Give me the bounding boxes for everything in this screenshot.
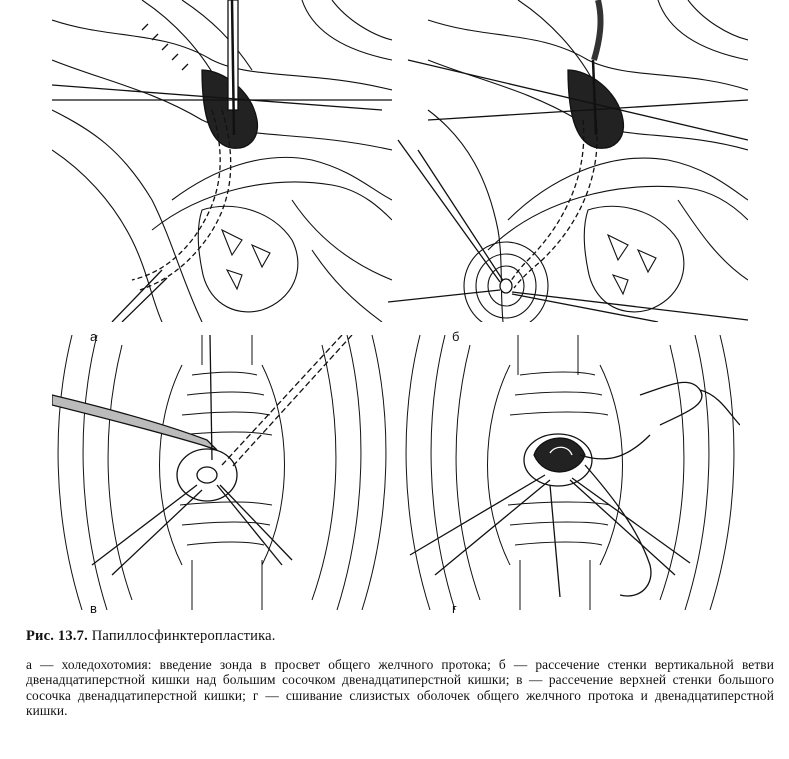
figure-number: Рис. 13.7. <box>26 628 88 644</box>
caption-text: а — холедохотомия: введение зонда в просвет общего желчного протока; б — рассечение стенки вертикальной ветви двенадцатиперстной кишки над большим сосочком двенадцатиперстной кишки; в — рассечение верхней стенки большого сосочка двенадцатиперстной кишки; г — сшивание слизистых оболочек общего желчного протока и двенадцатиперстной кишки. <box>26 657 774 719</box>
figure-caption <box>26 628 774 719</box>
panel-b-drawing <box>388 0 748 322</box>
panel-a-illustration <box>52 0 392 344</box>
panel-label: г <box>452 601 457 616</box>
panel-a-drawing <box>52 0 392 322</box>
panel-g-drawing <box>400 335 740 610</box>
panel-v-drawing <box>52 335 392 610</box>
panel-label: в <box>90 601 97 616</box>
panel-label: а <box>90 329 98 344</box>
panel-g-illustration <box>400 335 740 616</box>
panel-v-illustration <box>52 335 392 616</box>
caption-heading <box>26 628 774 645</box>
panel-label: б <box>452 329 460 344</box>
panel-b-illustration <box>388 0 748 344</box>
figure-title: Папиллосфинктеропластика. <box>91 628 276 644</box>
